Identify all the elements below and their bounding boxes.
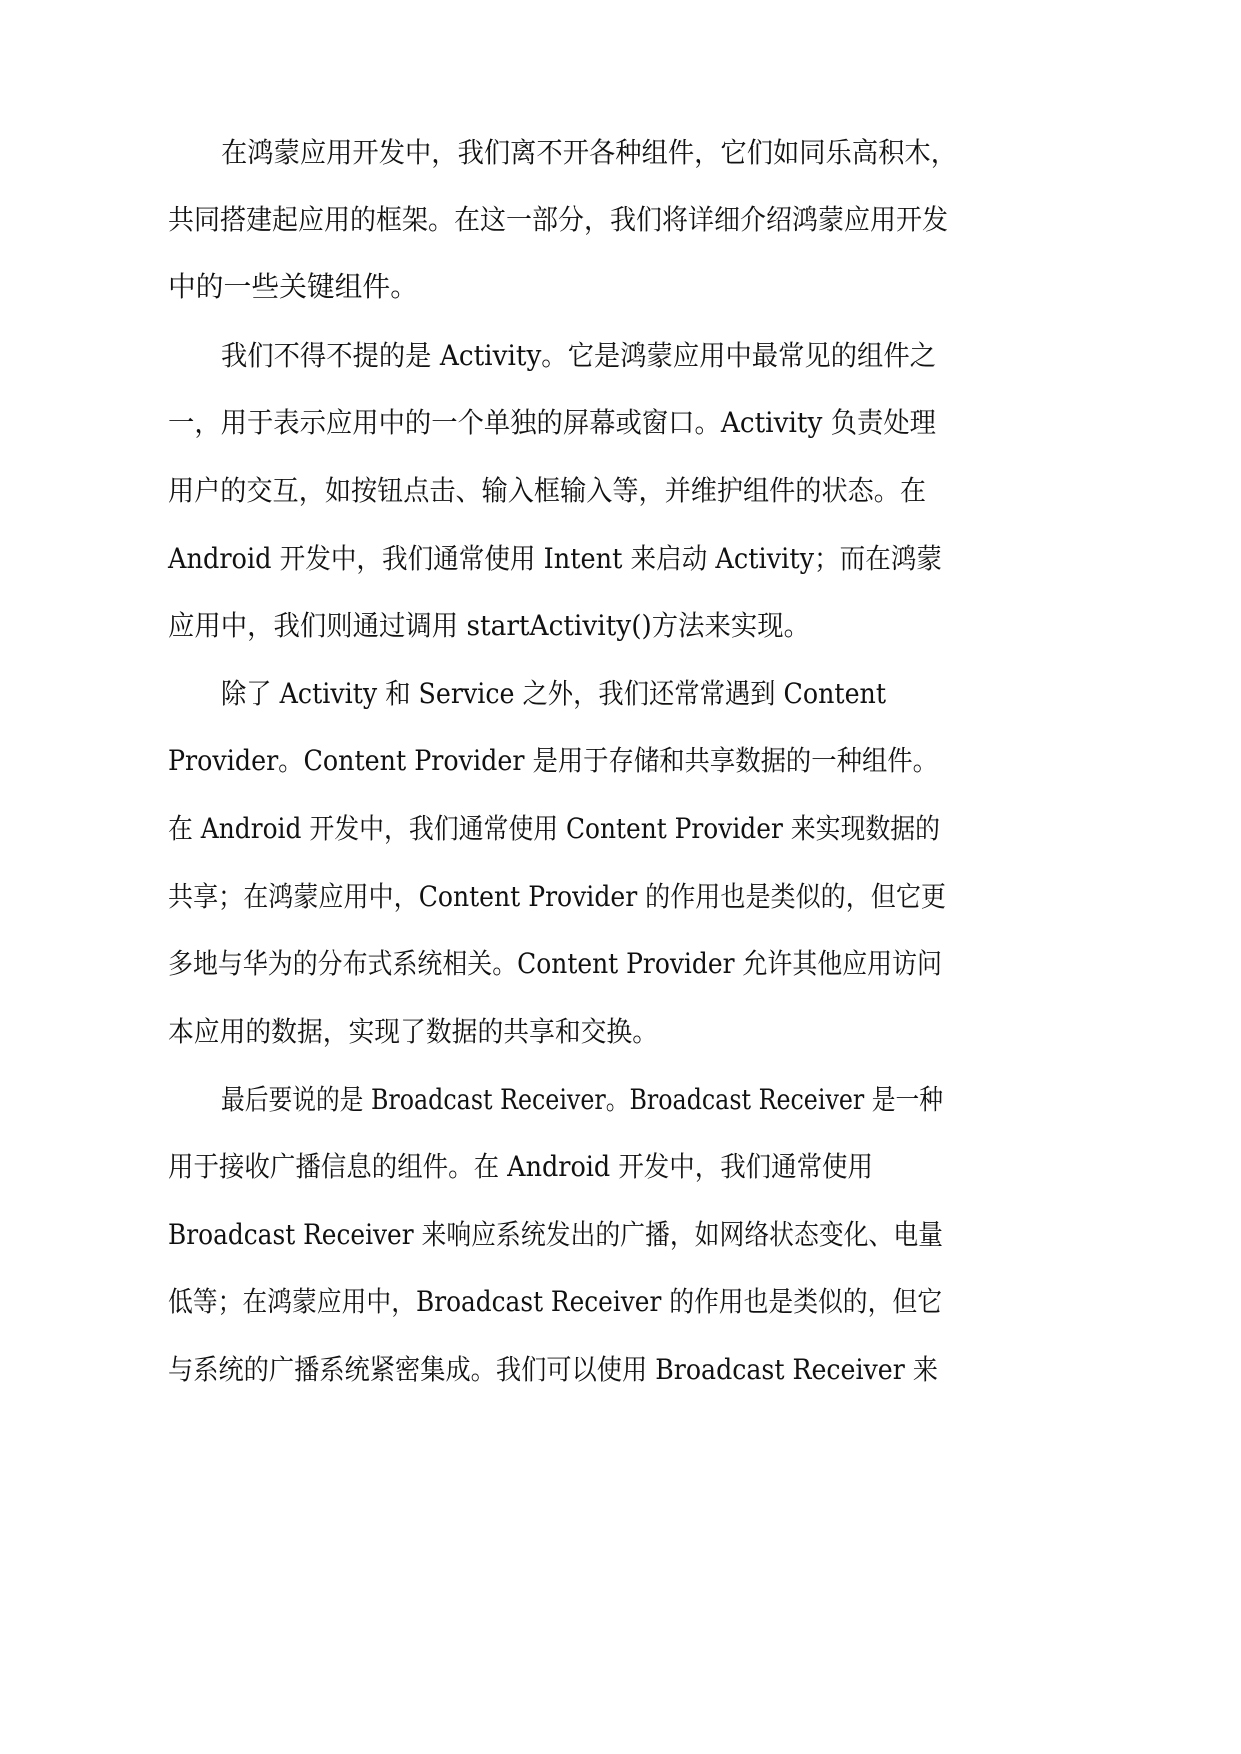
paragraph-3-line-5: 多地与华为的分布式系统相关。Content Provider 允许其他应用访问 [168,947,942,980]
paragraph-1-line-2: 共同搭建起应用的框架。在这一部分，我们将详细介绍鸿蒙应用开发 [168,203,948,236]
paragraph-2-line-2: 一，用于表示应用中的一个单独的屏幕或窗口。Activity 负责处理 [168,406,936,439]
paragraph-2-line-5: 应用中，我们则通过调用 startActivity()方法来实现。 [168,609,810,642]
paragraph-3-line-1: 除了 Activity 和 Service 之外，我们还常常遇到 Content [221,677,886,710]
paragraph-3-line-2: Provider。Content Provider 是用于存储和共享数据的一种组件。 [168,744,938,777]
paragraph-4-line-1: 最后要说的是 Broadcast Receiver。Broadcast Receiver 是一种 [221,1083,943,1116]
paragraph-4-line-2: 用于接收广播信息的组件。在 Android 开发中，我们通常使用 [168,1150,873,1183]
paragraph-2-line-4: Android 开发中，我们通常使用 Intent 来启动 Activity；而在鸿蒙 [168,542,942,575]
paragraph-1-line-1: 在鸿蒙应用开发中，我们离不开各种组件，它们如同乐高积木， [221,136,957,169]
paragraph-3-line-6: 本应用的数据，实现了数据的共享和交换。 [168,1015,658,1048]
paragraph-2-line-1: 我们不得不提的是 Activity。它是鸿蒙应用中最常见的组件之 [221,339,936,372]
paragraph-4-line-5: 与系统的广播系统紧密集成。我们可以使用 Broadcast Receiver 来 [168,1353,938,1386]
paragraph-4-line-4: 低等；在鸿蒙应用中，Broadcast Receiver 的作用也是类似的，但它 [168,1285,942,1318]
paragraph-4-line-3: Broadcast Receiver 来响应系统发出的广播，如网络状态变化、电量 [168,1218,943,1251]
paragraph-1-line-3: 中的一些关键组件。 [168,270,418,303]
paragraph-3-line-3: 在 Android 开发中，我们通常使用 Content Provider 来实现数据的 [168,812,940,845]
paragraph-2-line-3: 用户的交互，如按钮点击、输入框输入等，并维护组件的状态。在 [168,474,926,507]
paragraph-3-line-4: 共享；在鸿蒙应用中，Content Provider 的作用也是类似的，但它更 [168,880,946,913]
